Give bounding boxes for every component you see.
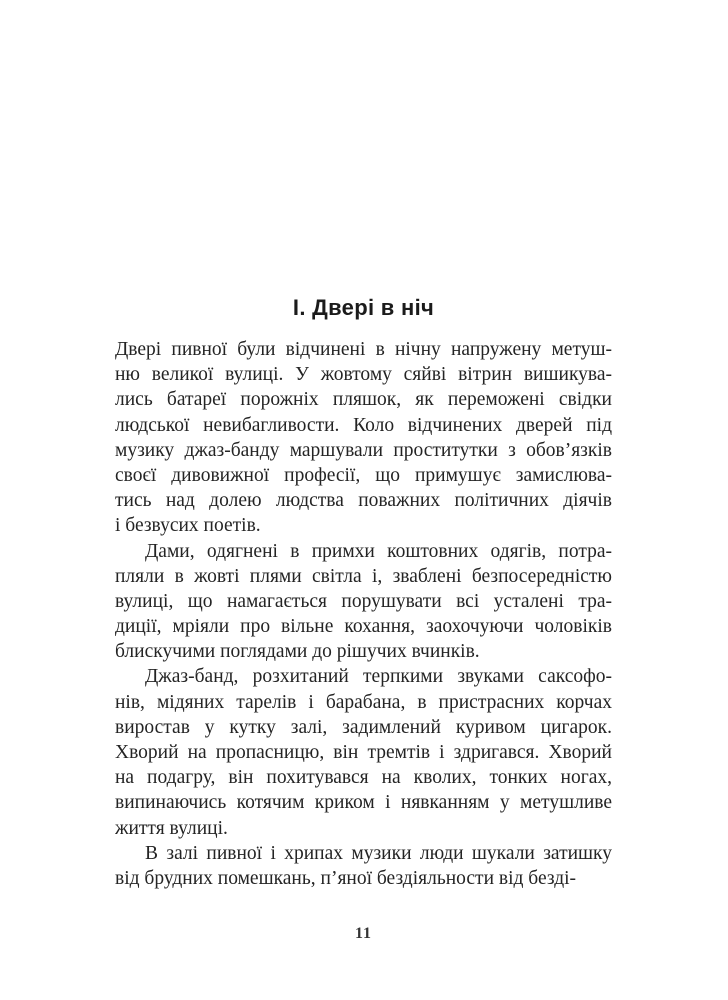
text-line: ню великої вулиці. У жовтому сяйві вітрин вишикува- (115, 364, 612, 386)
text-line: життя вулиці. (115, 817, 228, 839)
text-line: пляли в жовті плями світла і, зваблені безпосередністю (115, 565, 612, 587)
page-number: 11 (354, 925, 373, 942)
text-line: Джаз-банд, розхитаний терпкими звуками саксофо- (145, 666, 612, 688)
text-line: випинаючись котячим криком і нявканням у метушливе (115, 792, 612, 814)
text-line: В залі пивної і хрипах музики люди шукали затишку (145, 842, 612, 864)
text-line: своєї дивовижної професії, що примушує замислюва- (115, 464, 612, 486)
chapter-title: І. Двері в ніч (292, 295, 435, 320)
text-block (115, 337, 612, 891)
text-line: на подагру, він похитувався на кволих, тонких ногах, (115, 767, 612, 789)
text-line: виростав у кутку залі, задимлений куривом цигарок. (115, 716, 612, 738)
text-line: Дами, одягнені в примхи коштовних одягів, потра- (145, 540, 612, 562)
text-line: вулиці, що намагається порушувати всі усталені тра- (115, 590, 612, 612)
text-line: Хворий на пропасницю, він тремтів і здригався. Хворий (115, 742, 612, 763)
text-line: нів, мідяних тарелів і барабана, в пристрасних корчах (115, 691, 612, 713)
text-line: диції, мріяли про вільне кохання, заохочуючи чоловіків (115, 616, 612, 638)
text-line: блискучими поглядами до рішучих вчинків. (115, 641, 480, 663)
text-line: лись батареї порожніх пляшок, як переможені свідки (115, 389, 612, 411)
text-line: і безвусих поетів. (115, 515, 261, 537)
text-line: Двері пивної були відчинені в нічну напружену метуш- (115, 339, 612, 360)
text-line: людської невибагливости. Коло відчинених дверей під (115, 414, 612, 436)
text-line: тись над долею людства поважних політичних діячів (115, 490, 612, 512)
text-line: музику джаз-банду маршували проститутки з обов’язків (115, 439, 612, 461)
text-line: від брудних помешкань, п’яної бездіяльности від безді- (115, 867, 577, 889)
